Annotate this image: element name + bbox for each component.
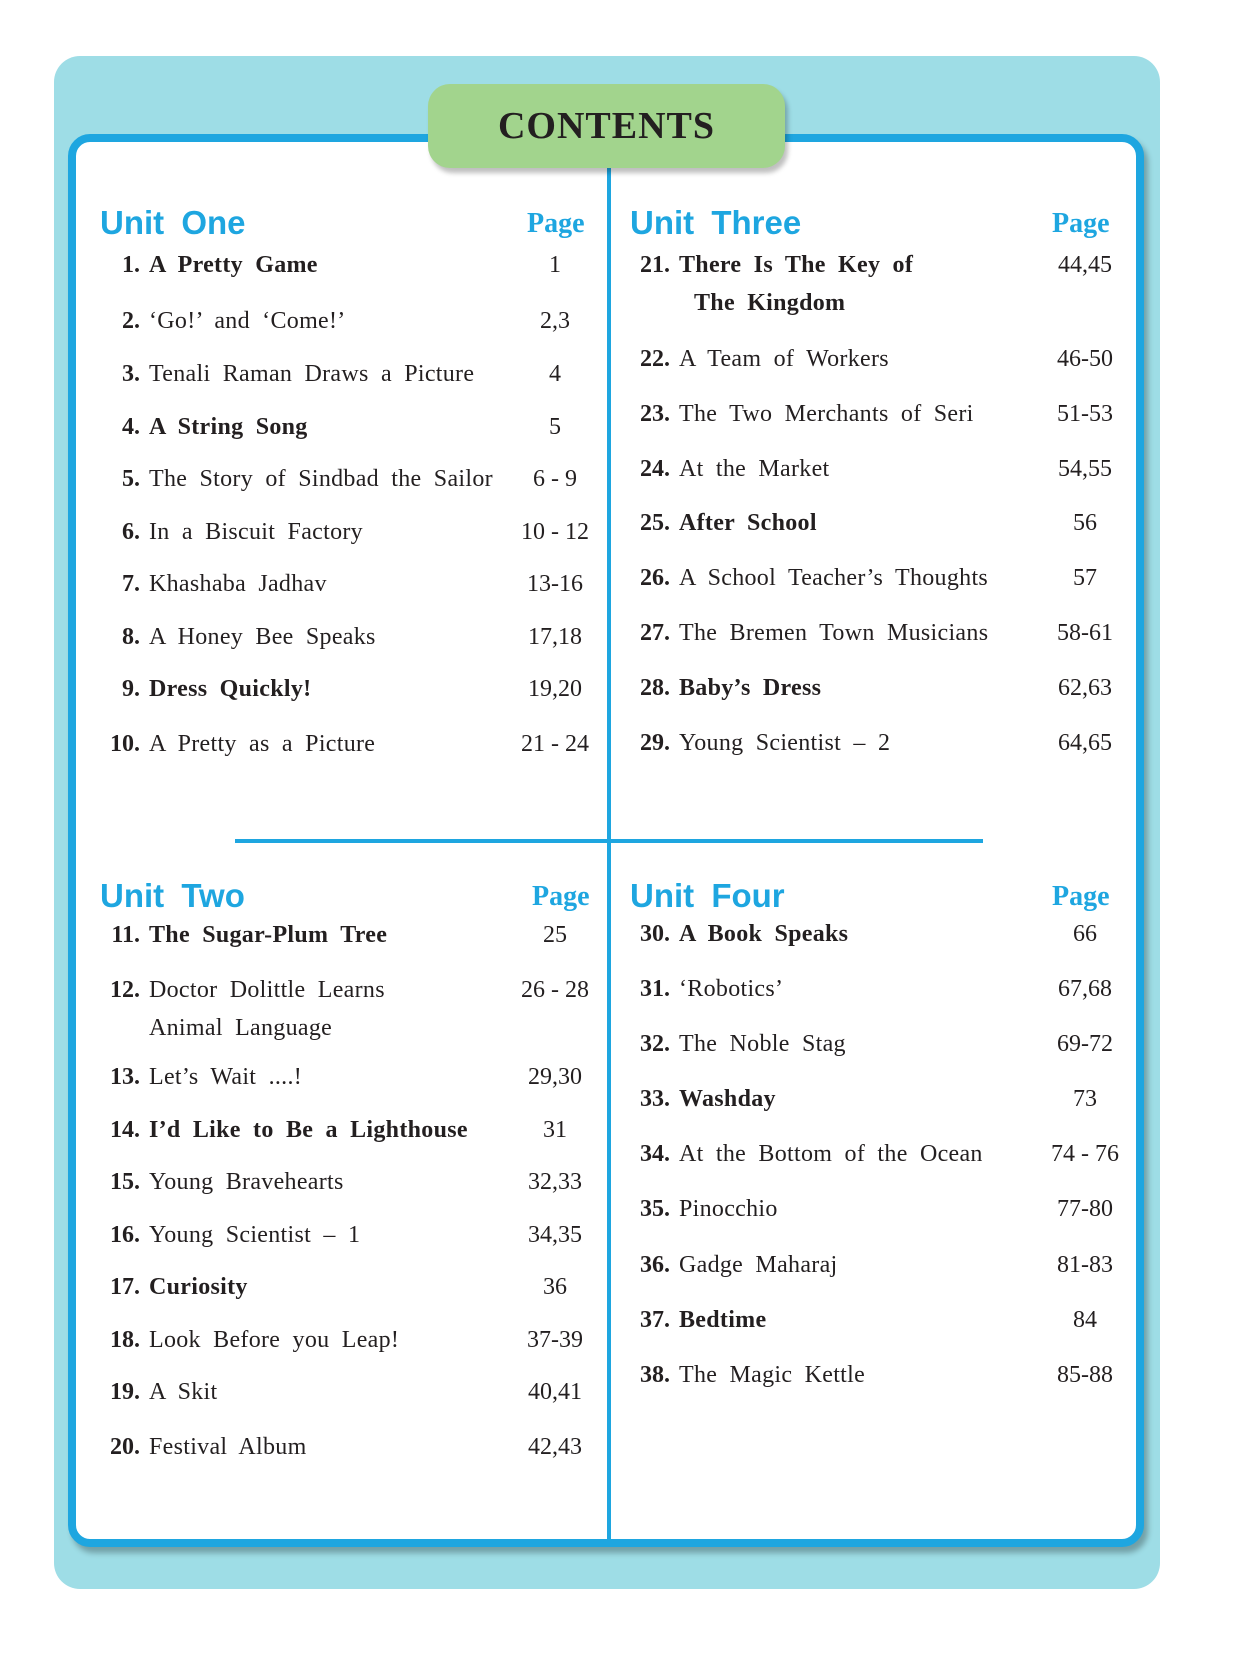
entry-number: 33. [640, 1086, 670, 1112]
page-title: CONTENTS [497, 105, 716, 147]
entry-title: ‘Go!’ and ‘Come!’ [149, 308, 346, 334]
toc-entry [630, 1356, 1130, 1394]
entry-page-number: 66 [1073, 921, 1097, 947]
entry-number: 32. [640, 1031, 670, 1057]
entry-title: The Two Merchants of Seri [679, 401, 974, 427]
page-column-heading: Page [532, 881, 590, 912]
toc-entry [630, 614, 1130, 652]
toc-entry [100, 1216, 590, 1254]
entry-title: Pinocchio [679, 1196, 778, 1222]
entry-title: At the Market [679, 456, 830, 482]
entry-number: 2. [122, 308, 140, 334]
toc-entry [630, 340, 1130, 378]
toc-entry [100, 408, 590, 446]
toc-entry [630, 970, 1130, 1008]
entry-number: 13. [110, 1064, 140, 1090]
entry-title: Look Before you Leap! [149, 1327, 400, 1353]
entry-number: 18. [110, 1327, 140, 1353]
entry-title: The Sugar-Plum Tree [149, 922, 388, 948]
entry-page-number: 25 [543, 922, 567, 948]
entry-number: 38. [640, 1362, 670, 1388]
entry-title: After School [679, 510, 817, 536]
entry-title: The Bremen Town Musicians [679, 620, 989, 646]
entry-title-line2: The Kingdom [694, 290, 846, 316]
entry-page-number: 10 - 12 [521, 519, 589, 545]
toc-entry [630, 450, 1130, 488]
toc-entry [100, 618, 590, 656]
entry-title: Let’s Wait ....! [149, 1064, 303, 1090]
toc-entry [100, 1163, 590, 1201]
toc-entry [630, 669, 1130, 707]
entry-title: The Story of Sindbad the Sailor [149, 466, 493, 492]
entry-page-number: 13-16 [527, 571, 583, 597]
entry-title: Gadge Maharaj [679, 1252, 838, 1278]
entry-title-line2: Animal Language [149, 1015, 333, 1041]
entry-number: 23. [640, 401, 670, 427]
toc-entry [630, 1135, 1130, 1173]
entry-title: There Is The Key of [679, 252, 914, 278]
toc-entry [100, 513, 590, 551]
page-column-heading: Page [1052, 881, 1110, 912]
toc-entry [100, 565, 590, 603]
entry-page-number: 84 [1073, 1307, 1097, 1333]
toc-entry [630, 559, 1130, 597]
entry-title: A Skit [149, 1379, 218, 1405]
entry-page-number: 40,41 [528, 1379, 582, 1405]
entry-title: Young Scientist – 2 [679, 730, 891, 756]
entry-title: In a Biscuit Factory [149, 519, 363, 545]
entry-number: 12. [110, 977, 140, 1003]
entry-number: 1. [122, 252, 140, 278]
toc-entry [630, 1190, 1130, 1228]
entry-title: Young Bravehearts [149, 1169, 344, 1195]
contents-title-tab [428, 84, 785, 168]
entry-title: I’d Like to Be a Lighthouse [149, 1117, 468, 1143]
toc-entry [630, 1025, 1130, 1063]
entry-number: 19. [110, 1379, 140, 1405]
entry-page-number: 2,3 [540, 308, 570, 334]
toc-entry [100, 1268, 590, 1306]
toc-entry [100, 355, 590, 393]
entry-title: A Team of Workers [679, 346, 889, 372]
toc-entry [630, 915, 1130, 953]
unit-title: Unit Four [630, 877, 785, 914]
entry-number: 20. [110, 1434, 140, 1460]
entry-page-number: 17,18 [528, 624, 582, 650]
entry-number: 22. [640, 346, 670, 372]
entry-number: 17. [110, 1274, 140, 1300]
entry-number: 25. [640, 510, 670, 536]
entry-page-number: 42,43 [528, 1434, 582, 1460]
entry-title: A Honey Bee Speaks [149, 624, 376, 650]
entry-title: Young Scientist – 1 [149, 1222, 361, 1248]
entry-title: Curiosity [149, 1274, 248, 1300]
toc-entry [100, 1428, 590, 1466]
entry-page-number: 1 [549, 252, 561, 278]
entry-page-number: 29,30 [528, 1064, 582, 1090]
entry-page-number: 4 [549, 361, 561, 387]
entry-title: Dress Quickly! [149, 676, 312, 702]
toc-entry [100, 460, 590, 498]
entry-page-number: 19,20 [528, 676, 582, 702]
toc-entry [100, 670, 590, 708]
entry-page-number: 34,35 [528, 1222, 582, 1248]
entry-number: 9. [122, 676, 140, 702]
entry-number: 27. [640, 620, 670, 646]
toc-entry [100, 971, 590, 1047]
entry-title: Doctor Dolittle Learns [149, 977, 385, 1003]
entry-number: 14. [110, 1117, 140, 1143]
toc-entry [100, 916, 590, 954]
entry-page-number: 74 - 76 [1051, 1141, 1119, 1167]
entry-title: A String Song [149, 414, 308, 440]
entry-number: 29. [640, 730, 670, 756]
toc-entry [630, 246, 1130, 322]
entry-page-number: 36 [543, 1274, 567, 1300]
entry-title: A Pretty as a Picture [149, 731, 376, 757]
toc-entry [630, 395, 1130, 433]
entry-title: The Noble Stag [679, 1031, 846, 1057]
entry-number: 31. [640, 976, 670, 1002]
entry-number: 24. [640, 456, 670, 482]
entry-page-number: 58-61 [1057, 620, 1113, 646]
entry-page-number: 21 - 24 [521, 731, 589, 757]
entry-number: 34. [640, 1141, 670, 1167]
entry-title: Khashaba Jadhav [149, 571, 327, 597]
entry-title: Baby’s Dress [679, 675, 822, 701]
entry-title: A Pretty Game [149, 252, 318, 278]
entry-page-number: 77-80 [1057, 1196, 1113, 1222]
entry-title: Washday [679, 1086, 776, 1112]
entry-number: 5. [122, 466, 140, 492]
entry-page-number: 26 - 28 [521, 977, 589, 1003]
entry-number: 30. [640, 921, 670, 947]
entry-page-number: 6 - 9 [533, 466, 577, 492]
entry-number: 37. [640, 1307, 670, 1333]
entry-number: 26. [640, 565, 670, 591]
entry-title: ‘Robotics’ [679, 976, 784, 1002]
entry-page-number: 54,55 [1058, 456, 1112, 482]
entry-page-number: 56 [1073, 510, 1097, 536]
entry-number: 36. [640, 1252, 670, 1278]
entry-title: The Magic Kettle [679, 1362, 866, 1388]
toc-entry [100, 1373, 590, 1411]
toc-entry [630, 504, 1130, 542]
entry-page-number: 62,63 [1058, 675, 1112, 701]
toc-entry [630, 1246, 1130, 1284]
unit-one-section [100, 204, 590, 824]
entry-page-number: 44,45 [1058, 252, 1112, 278]
vertical-divider [607, 168, 611, 1539]
entry-number: 10. [110, 731, 140, 757]
entry-page-number: 46-50 [1057, 346, 1113, 372]
toc-entry [630, 724, 1130, 762]
entry-title: A Book Speaks [679, 921, 849, 947]
entry-page-number: 32,33 [528, 1169, 582, 1195]
toc-entry [100, 302, 590, 340]
toc-entry [630, 1080, 1130, 1118]
entry-number: 15. [110, 1169, 140, 1195]
entry-number: 6. [122, 519, 140, 545]
entry-number: 8. [122, 624, 140, 650]
horizontal-divider [235, 839, 983, 843]
entry-number: 7. [122, 571, 140, 597]
unit-title: Unit One [100, 204, 246, 241]
entry-number: 3. [122, 361, 140, 387]
entry-number: 35. [640, 1196, 670, 1222]
toc-entry [100, 1111, 590, 1149]
entry-page-number: 64,65 [1058, 730, 1112, 756]
entry-page-number: 81-83 [1057, 1252, 1113, 1278]
unit-title: Unit Two [100, 877, 245, 914]
entry-number: 4. [122, 414, 140, 440]
entry-page-number: 31 [543, 1117, 567, 1143]
toc-entry [630, 1301, 1130, 1339]
toc-entry [100, 246, 590, 284]
entry-page-number: 51-53 [1057, 401, 1113, 427]
entry-number: 11. [111, 922, 140, 948]
toc-entry [100, 725, 590, 763]
entry-number: 28. [640, 675, 670, 701]
entry-page-number: 5 [549, 414, 561, 440]
entry-title: Tenali Raman Draws a Picture [149, 361, 475, 387]
entry-title: Festival Album [149, 1434, 307, 1460]
entry-title: At the Bottom of the Ocean [679, 1141, 983, 1167]
entry-page-number: 67,68 [1058, 976, 1112, 1002]
entry-title: A School Teacher’s Thoughts [679, 565, 989, 591]
page-column-heading: Page [1052, 208, 1110, 239]
unit-three-section [630, 204, 1130, 824]
entry-page-number: 57 [1073, 565, 1097, 591]
entry-title: Bedtime [679, 1307, 767, 1333]
page-column-heading: Page [527, 208, 585, 239]
entry-number: 21. [640, 252, 670, 278]
unit-two-section [100, 877, 590, 1517]
toc-entry [100, 1321, 590, 1359]
unit-four-section [630, 877, 1130, 1517]
entry-page-number: 85-88 [1057, 1362, 1113, 1388]
entry-page-number: 37-39 [527, 1327, 583, 1353]
entry-number: 16. [110, 1222, 140, 1248]
entry-page-number: 73 [1073, 1086, 1097, 1112]
entry-page-number: 69-72 [1057, 1031, 1113, 1057]
toc-entry [100, 1058, 590, 1096]
unit-title: Unit Three [630, 204, 802, 241]
